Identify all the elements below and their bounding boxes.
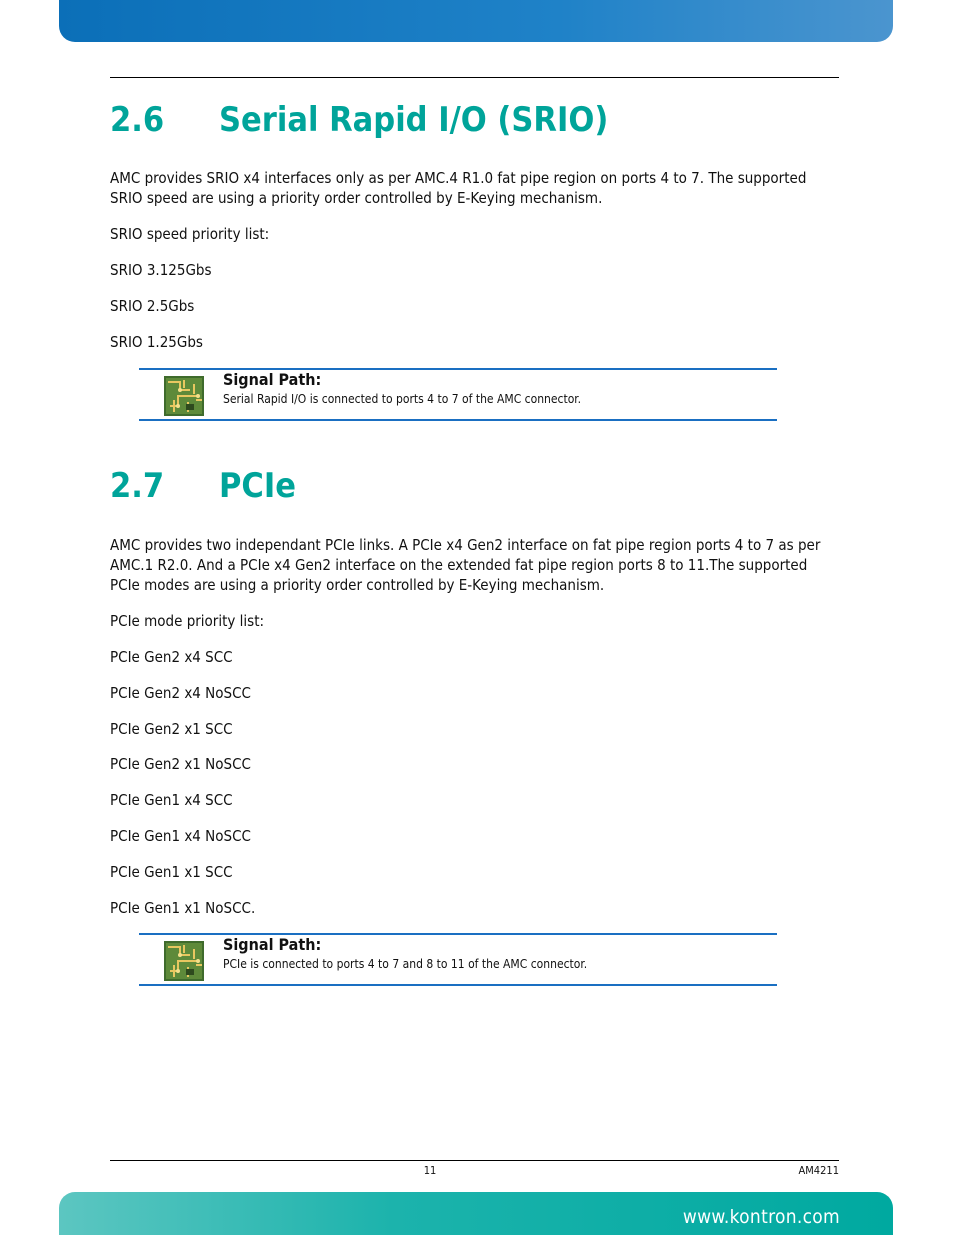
note-text: PCIe is connected to ports 4 to 7 and 8 to 11 of the AMC connector.: [223, 957, 588, 971]
pcie-list-item: PCIe Gen1 x1 SCC: [110, 863, 233, 881]
section-heading-pcie: [110, 466, 296, 506]
section-title: Serial Rapid I/O (SRIO): [219, 100, 609, 140]
header-band: [59, 0, 893, 42]
footer-rule: [110, 1160, 839, 1161]
pcie-list-label: PCIe mode priority list:: [110, 612, 265, 630]
section-number: 2.6: [110, 100, 165, 140]
srio-list-item: SRIO 1.25Gbs: [110, 333, 203, 351]
pcie-list-item: PCIe Gen2 x4 SCC: [110, 648, 233, 666]
footer-band: [59, 1192, 893, 1235]
section-heading-srio: [110, 100, 608, 140]
circuit-board-icon: [164, 376, 204, 416]
note-text: Serial Rapid I/O is connected to ports 4 to 7 of the AMC connector.: [223, 392, 582, 406]
pcie-list-item: PCIe Gen2 x4 NoSCC: [110, 684, 251, 702]
page-number: 11: [423, 1164, 437, 1177]
header-rule: [110, 77, 839, 78]
srio-list-label: SRIO speed priority list:: [110, 225, 270, 243]
srio-intro: AMC provides SRIO x4 interfaces only as per AMC.4 R1.0 fat pipe region on ports 4 to 7. The supported SRIO speed are using a priority order controlled by E-Keying mechanism.: [110, 169, 807, 207]
signal-path-note-pcie: [139, 933, 777, 986]
signal-path-note-srio: [139, 368, 777, 421]
srio-list-item: SRIO 3.125Gbs: [110, 261, 212, 279]
circuit-board-icon: [164, 941, 204, 981]
pcie-intro: AMC provides two independant PCIe links. A PCIe x4 Gen2 interface on fat pipe region ports 4 to 7 as per AMC.1 R2.0. And a PCIe x4 Gen2 interface on the extended fat pipe region ports 8 to 11.The supported PCIe modes are using a priority order controlled by E-Keying mechanism.: [110, 536, 821, 594]
pcie-list-item: PCIe Gen2 x1 SCC: [110, 720, 233, 738]
website-link[interactable]: www.kontron.com: [682, 1206, 840, 1228]
pcie-list-item: PCIe Gen1 x4 SCC: [110, 791, 233, 809]
pcie-list-item: PCIe Gen2 x1 NoSCC: [110, 755, 251, 773]
note-title: Signal Path:: [223, 370, 322, 389]
note-title: Signal Path:: [223, 935, 322, 954]
section-title: PCIe: [219, 466, 296, 506]
pcie-list-item: PCIe Gen1 x1 NoSCC.: [110, 899, 256, 917]
document-id: AM4211: [798, 1164, 839, 1177]
section-number: 2.7: [110, 466, 165, 506]
pcie-list-item: PCIe Gen1 x4 NoSCC: [110, 827, 251, 845]
srio-list-item: SRIO 2.5Gbs: [110, 297, 195, 315]
